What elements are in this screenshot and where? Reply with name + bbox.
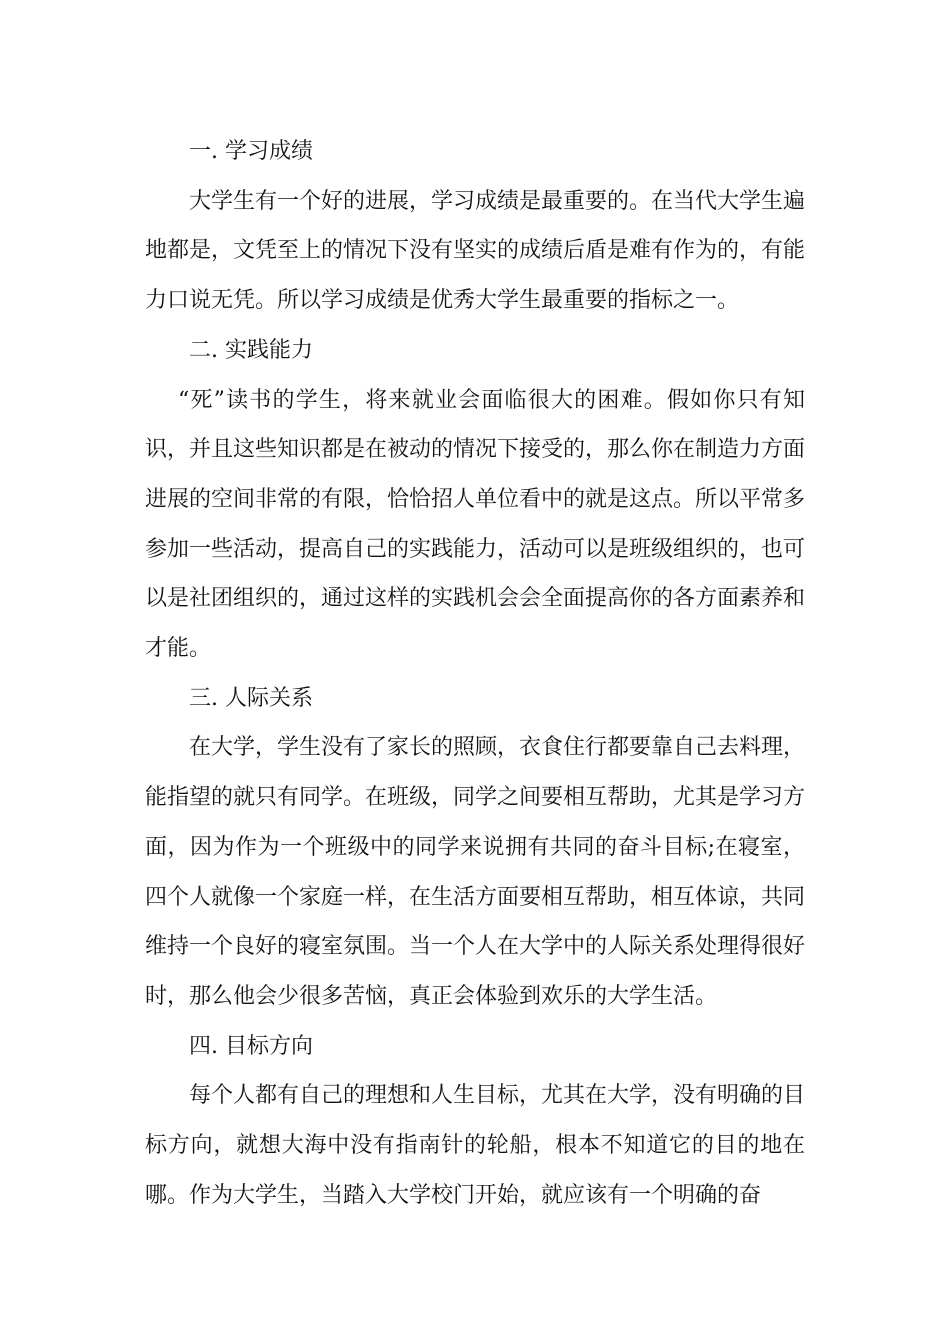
section-heading-practical-ability: 二. 实践能力 xyxy=(189,337,313,363)
section-paragraph-study-results: 大学生有一个好的进展，学习成绩是最重要的。在当代大学生遍地都是，文凭至上的情况下没有坚实的成绩后盾是难有作为的，有能力口说无凭。所以学习成绩是优秀大学生最重要的指标之一。 xyxy=(145,188,806,314)
document-body xyxy=(145,127,805,1220)
section-heading-goal-direction: 四. 目标方向 xyxy=(189,1033,313,1059)
section-paragraph-goal-direction: 每个人都有自己的理想和人生目标，尤其在大学，没有明确的目标方向，就想大海中没有指南针的轮船，根本不知道它的目的地在哪。作为大学生，当踏入大学校门开始，就应该有一个明确的奋 xyxy=(145,1083,806,1208)
section-heading-study-results: 一. 学习成绩 xyxy=(189,139,313,164)
section-heading-interpersonal: 三. 人际关系 xyxy=(189,685,313,711)
section-paragraph-interpersonal: 在大学，学生没有了家长的照顾，衣食住行都要靠自己去料理，能指望的就只有同学。在班级，同学之间要相互帮助，尤其是学习方面，因为作为一个班级中的同学来说拥有共同的奋斗目标;在寝室，四个人就像一个家庭一样，在生活方面要相互帮助，相互体谅，共同维持一个良好的寝室氛围。当一个人在大学中的人际关系处理得很好时，那么他会少很多苦恼，真正会体验到欢乐的大学生活。 xyxy=(145,735,806,1009)
section-paragraph-practical-ability: “死”读书的学生，将来就业会面临很大的困难。假如你只有知识，并且这些知识都是在被动的情况下接受的，那么你在制造力方面进展的空间非常的有限，恰恰招人单位看中的就是这点。所以平常多参加一些活动，提高自己的实践能力，活动可以是班级组织的，也可以是社团组织的，通过这样的实践机会会全面提高你的各方面素养和才能。 xyxy=(145,387,806,662)
